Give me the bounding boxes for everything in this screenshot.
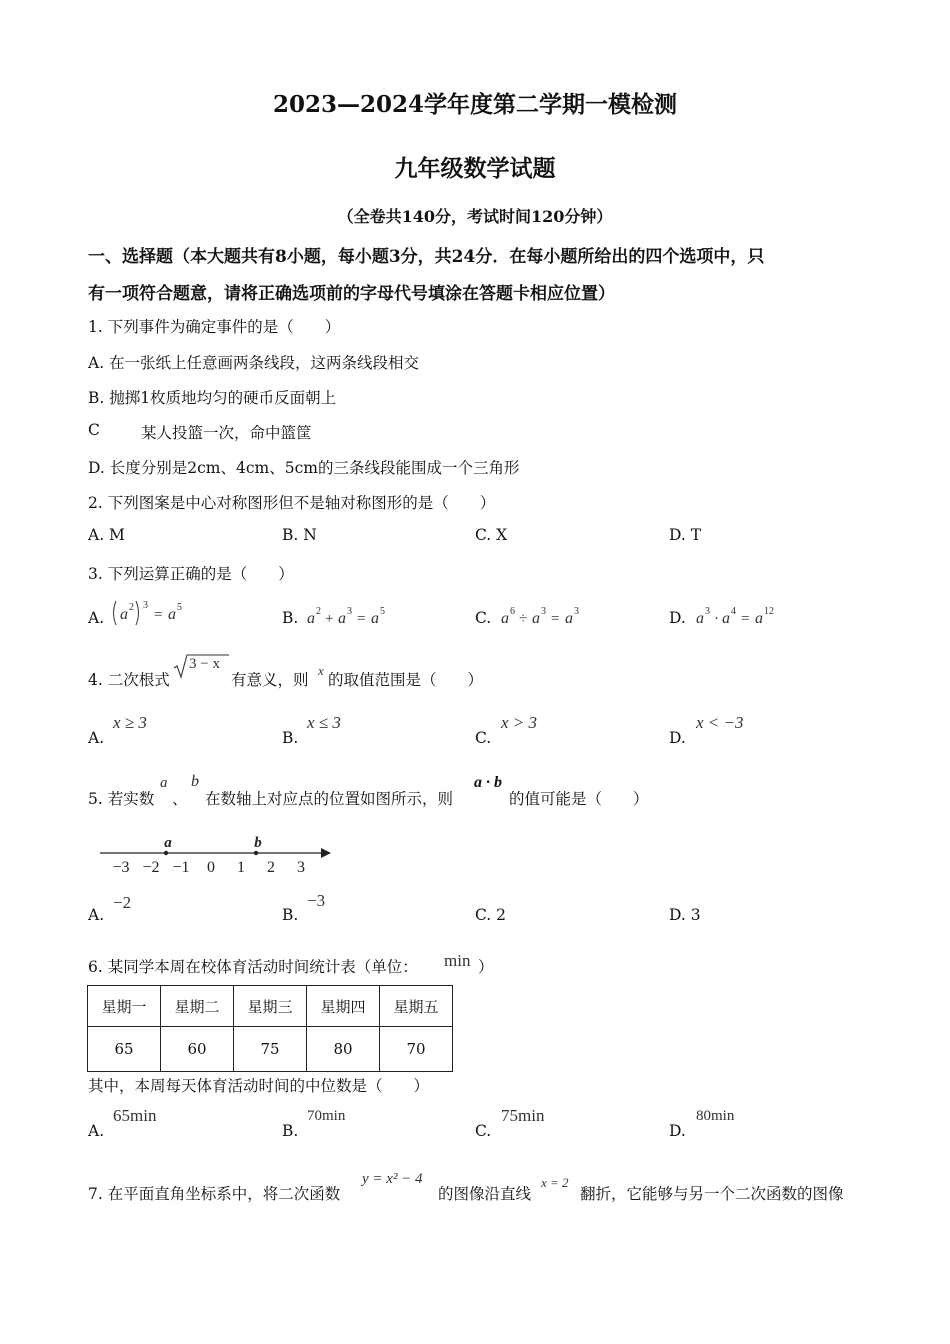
q5-middle: 在数轴上对应点的位置如图所示，则 [205, 790, 454, 808]
q6-option-d-label: D. [669, 1122, 686, 1140]
q6-stem-suffix: ） [478, 958, 494, 976]
q7-suffix: 翻折，它能够与另一个二次函数的图像 [580, 1185, 844, 1203]
number-line-tick-label: −2 [142, 859, 160, 876]
svg-text:=: = [551, 611, 560, 627]
svg-text:a: a [722, 610, 730, 627]
table-value-cell: 65 [88, 1027, 161, 1072]
q6-unit: min [444, 951, 471, 970]
svg-text:a: a [338, 610, 346, 627]
q5-option-a-math: −2 [113, 893, 132, 912]
svg-text:=: = [154, 607, 163, 623]
q3-option-d-formula [694, 603, 794, 635]
table-header-row [88, 986, 453, 1027]
q4-var: x [318, 663, 324, 678]
svg-text:3: 3 [143, 600, 148, 611]
formula-b-sum [305, 603, 405, 631]
svg-text:a: a [501, 610, 509, 627]
q6-option-b-math: 70min [307, 1108, 346, 1124]
q3-option-d-label: D. [669, 609, 686, 627]
svg-text:a: a [371, 610, 379, 627]
q2-option-d: D. T [669, 526, 702, 544]
q6-stem-prefix: 6. 某同学本周在校体育活动时间统计表（单位： [88, 958, 418, 976]
number-line-diagram [95, 832, 340, 878]
q5-option-d: D. 3 [669, 906, 701, 924]
svg-text:5: 5 [177, 602, 182, 613]
q3-option-a-formula [110, 597, 200, 633]
q5-option-b-math: −3 [307, 891, 326, 910]
q4-option-a-label: A. [88, 729, 105, 747]
q5-separator: 、 [172, 790, 188, 808]
q3-option-b-formula [305, 603, 405, 635]
number-line-tick-label: −3 [112, 859, 130, 876]
q4-middle: 有意义，则 [231, 671, 309, 689]
svg-text:a: a [755, 610, 763, 627]
q4-option-c-math: x > 3 [501, 713, 538, 732]
number-line-tick-label: 2 [267, 859, 275, 876]
q5-product: a · b [474, 774, 502, 791]
section-heading-line1: 一、选择题（本大题共有8小题，每小题3分，共24分．在每小题所给出的四个选项中，只 [88, 247, 765, 267]
svg-text:÷: ÷ [519, 611, 528, 627]
formula-d-product [694, 603, 794, 631]
activity-time-table [87, 985, 453, 1072]
q4-radicand: 3 − x [189, 656, 220, 672]
q5-prefix: 5. 若实数 [88, 790, 155, 808]
svg-text:a: a [120, 606, 128, 623]
q3-stem: 3. 下列运算正确的是（ ） [88, 565, 294, 583]
table-value-cell: 75 [234, 1027, 307, 1072]
svg-text:+: + [325, 611, 334, 627]
table-header-cell: 星期三 [234, 986, 307, 1027]
number-line-point-a-dot [164, 851, 168, 855]
exam-subtitle: 九年级数学试题 [394, 155, 556, 182]
table-header-cell: 星期四 [307, 986, 380, 1027]
q2-option-b: B. N [282, 526, 317, 544]
number-line-point-a-label: a [164, 835, 172, 851]
q6-option-a-label: A. [88, 1122, 105, 1140]
svg-text:3: 3 [705, 606, 710, 617]
svg-text:5: 5 [380, 606, 385, 617]
svg-text:4: 4 [731, 606, 736, 617]
svg-text:6: 6 [510, 606, 515, 617]
q5-option-a-label: A. [88, 906, 105, 924]
q2-option-c: C. X [475, 526, 508, 544]
formula-c-division [499, 603, 599, 631]
table-value-cell: 70 [380, 1027, 453, 1072]
svg-text:3: 3 [574, 606, 579, 617]
number-line-tick-label: 0 [207, 859, 215, 876]
q1-option-c-label: C [88, 421, 100, 439]
svg-text:a: a [168, 606, 176, 623]
svg-text:a: a [565, 610, 573, 627]
q2-stem: 2. 下列图案是中心对称图形但不是轴对称图形的是（ ） [88, 494, 496, 512]
table-header-cell: 星期一 [88, 986, 161, 1027]
q5-var-b: b [191, 773, 199, 790]
q6-after: 其中，本周每天体育活动时间的中位数是（ ） [88, 1077, 430, 1095]
q1-stem: 1. 下列事件为确定事件的是（ ） [88, 318, 341, 336]
q4-option-c-label: C. [475, 729, 492, 747]
q7-middle: 的图像沿直线 [438, 1185, 532, 1203]
section-heading-line2: 有一项符合题意，请将正确选项前的字母代号填涂在答题卡相应位置） [88, 284, 615, 304]
svg-text:12: 12 [764, 606, 774, 617]
q5-suffix: 的值可能是（ ） [509, 790, 649, 808]
q2-option-a: A. M [88, 526, 125, 544]
q4-option-a-math: x ≥ 3 [113, 713, 147, 732]
svg-text:3: 3 [347, 606, 352, 617]
table-value-cell: 60 [161, 1027, 234, 1072]
svg-text:·: · [714, 611, 719, 627]
exam-note: （全卷共140分，考试时间120分钟） [337, 207, 613, 226]
q4-option-d-label: D. [669, 729, 686, 747]
q6-option-a-math: 65min [113, 1106, 157, 1125]
q6-option-b-label: B. [282, 1122, 299, 1140]
q1-option-a: A. 在一张纸上任意画两条线段，这两条线段相交 [88, 354, 420, 372]
q4-option-d-math: x < −3 [696, 713, 744, 732]
q7-line: x = 2 [541, 1175, 569, 1190]
formula-a-power-of-power [110, 597, 200, 629]
number-line-point-b-label: b [254, 835, 262, 851]
svg-text:a: a [532, 610, 540, 627]
number-line-tick-label: 1 [237, 859, 245, 876]
q1-option-c-text: 某人投篮一次，命中篮筐 [141, 424, 312, 442]
svg-text:=: = [357, 611, 366, 627]
table-value-row [88, 1027, 453, 1072]
q7-prefix: 7. 在平面直角坐标系中，将二次函数 [88, 1185, 341, 1203]
svg-text:=: = [741, 611, 750, 627]
svg-text:2: 2 [316, 606, 321, 617]
q3-option-a-label: A. [88, 609, 105, 627]
q5-var-a: a [160, 775, 168, 791]
number-line-point-b-dot [254, 851, 258, 855]
q4-option-b-math: x ≤ 3 [307, 713, 341, 732]
svg-text:2: 2 [129, 602, 134, 613]
q4-prefix: 4. 二次根式 [88, 671, 170, 689]
table-header-cell: 星期五 [380, 986, 453, 1027]
q3-option-c-formula [499, 603, 599, 635]
q3-option-c-label: C. [475, 609, 492, 627]
q6-option-c-math: 75min [501, 1106, 545, 1125]
table-value-cell: 80 [307, 1027, 380, 1072]
q3-option-b-label: B. [282, 609, 299, 627]
svg-text:3: 3 [541, 606, 546, 617]
number-line-tick-label: 3 [297, 859, 305, 876]
q4-suffix: 的取值范围是（ ） [328, 671, 484, 689]
q1-option-b: B. 抛掷1枚质地均匀的硬币反面朝上 [88, 389, 337, 407]
q6-option-d-math: 80min [696, 1108, 735, 1124]
q6-option-c-label: C. [475, 1122, 492, 1140]
number-line-arrow-icon [321, 848, 331, 858]
number-line-tick-label: −1 [172, 859, 190, 876]
q4-sqrt-expression [173, 652, 231, 684]
exam-title: 2023—2024学年度第二学期一模检测 [272, 91, 678, 118]
q5-option-b-label: B. [282, 906, 299, 924]
q5-option-c: C. 2 [475, 906, 507, 924]
svg-text:a: a [696, 610, 704, 627]
table-header-cell: 星期二 [161, 986, 234, 1027]
q4-option-b-label: B. [282, 729, 299, 747]
svg-text:a: a [307, 610, 315, 627]
q1-option-d: D. 长度分别是2cm、4cm、5cm的三条线段能围成一个三角形 [88, 459, 520, 477]
q7-function: y = x² − 4 [362, 1171, 423, 1187]
